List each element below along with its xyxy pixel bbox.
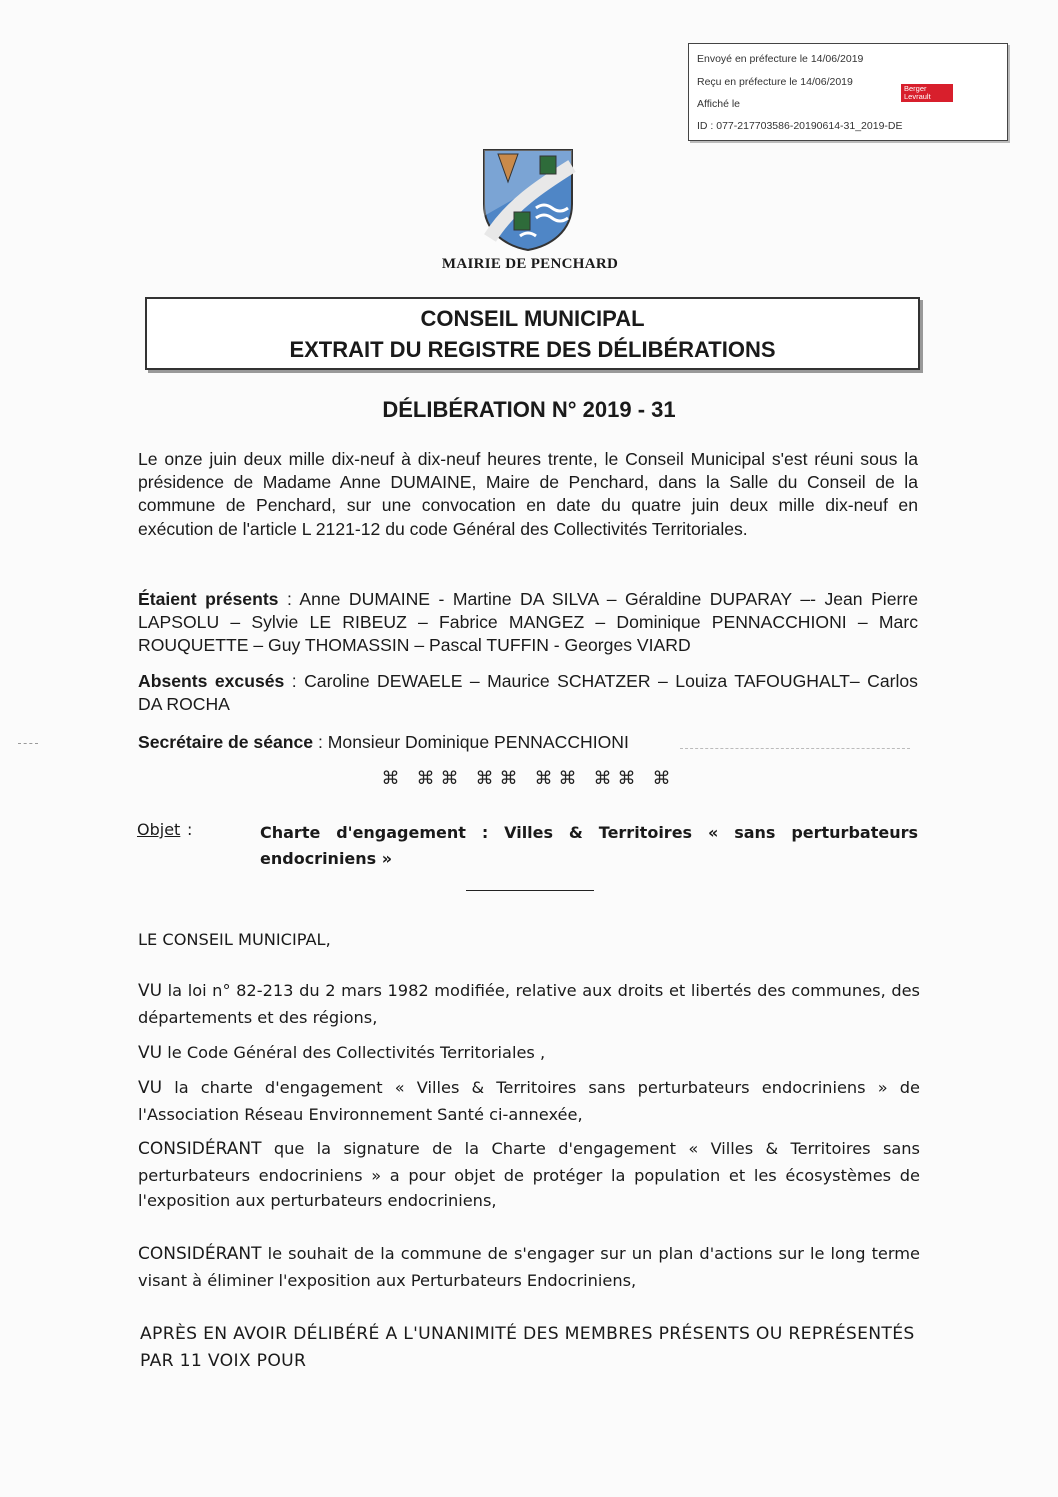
scan-mark [18, 743, 38, 744]
secretaire-paragraph [138, 731, 918, 754]
objet-label: Objet [137, 820, 181, 839]
absents-label: Absents excusés [138, 671, 285, 691]
coat-of-arms-icon [480, 146, 576, 252]
considerant-1-text: que la signature de la Charte d'engagement « Villes & Territoires sans perturbateurs endocriniens » a pour objet de protéger la population et les écosystèmes de l'exposition aux perturbateurs endocriniens, [138, 1139, 920, 1210]
vu-keyword: VU [138, 1043, 163, 1063]
stamp-posted: Affiché le [697, 98, 740, 110]
absents-list: : Caroline DEWAELE – Maurice SCHATZER – Louiza TAFOUGHALT– Carlos DA ROCHA [138, 671, 918, 715]
stamp-id: ID : 077-217703586-20190614-31_2019-DE [697, 120, 903, 132]
considerant-2 [138, 1241, 920, 1293]
divider-line [466, 890, 594, 891]
title-line-1: CONSEIL MUNICIPAL [420, 306, 645, 331]
vu-keyword: VU [138, 1078, 163, 1098]
secretaire-label: Secrétaire de séance [138, 732, 314, 752]
vu-1-text: la loi n° 82-213 du 2 mars 1982 modifiée, relative aux droits et libertés des communes, des départements et des régions, [138, 981, 920, 1027]
vu-2 [138, 1040, 920, 1067]
presents-label: Étaient présents [138, 589, 279, 609]
considerant-1 [138, 1136, 920, 1214]
ornament-separator: ⌘ ⌘⌘ ⌘⌘ ⌘⌘ ⌘⌘ ⌘ [381, 768, 677, 788]
mairie-name: MAIRIE DE PENCHARD [441, 256, 619, 272]
vu-2-text: le Code Général des Collectivités Territoriales , [162, 1043, 546, 1062]
considerant-keyword: CONSIDÉRANT [138, 1139, 262, 1159]
conseil-heading: LE CONSEIL MUNICIPAL, [138, 930, 331, 949]
berger-levrault-logo: Berger Levrault [901, 84, 953, 102]
considerant-keyword: CONSIDÉRANT [138, 1244, 262, 1264]
deliberation-number: DÉLIBÉRATION N° 2019 - 31 [382, 397, 676, 422]
absents-paragraph [138, 670, 918, 716]
vu-3 [138, 1075, 920, 1127]
final-decision: APRÈS EN AVOIR DÉLIBÉRÉ A L'UNANIMITÉ DES MEMBRES PRÉSENTS OU REPRÉSENTÉS PAR 11 VOIX POUR [140, 1324, 915, 1371]
prefecture-stamp [688, 43, 1008, 141]
vu-3-text: la charte d'engagement « Villes & Territoires sans perturbateurs endocriniens » de l'Association Réseau Environnement Santé ci-annexée, [138, 1078, 920, 1124]
considerant-2-text: le souhait de la commune de s'engager sur un plan d'actions sur le long terme visant à éliminer l'exposition aux Perturbateurs Endocriniens, [138, 1244, 920, 1290]
presents-list: : Anne DUMAINE - Martine DA SILVA – Géraldine DUPARAY –- Jean Pierre LAPSOLU – Sylvie LE RIBEUZ – Fabrice MANGEZ – Dominique PENNACCHIONI – Marc ROUQUETTE – Guy THOMASSIN – Pascal TUFFIN - Georges VIARD [138, 589, 918, 656]
objet-colon: : [187, 820, 193, 839]
presents-paragraph [138, 588, 918, 658]
title-line-2: EXTRAIT DU REGISTRE DES DÉLIBÉRATIONS [289, 337, 776, 362]
title-box [145, 297, 920, 370]
stamp-sent-date: Envoyé en préfecture le 14/06/2019 [697, 53, 864, 65]
objet-text: Charte d'engagement : Villes & Territoires « sans perturbateurs endocriniens » [260, 823, 918, 868]
stamp-received-date: Reçu en préfecture le 14/06/2019 [697, 76, 853, 88]
scan-mark [680, 748, 910, 749]
vu-1 [138, 978, 920, 1030]
vu-keyword: VU [138, 981, 163, 1001]
secretaire-name: : Monsieur Dominique PENNACCHIONI [313, 732, 629, 752]
intro-paragraph: Le onze juin deux mille dix-neuf à dix-neuf heures trente, le Conseil Municipal s'est réuni sous la présidence de Madame Anne DUMAINE, Maire de Penchard, dans la Salle du Conseil de la commune de Penchard, sur une convocation en date du quatre juin deux mille dix-neuf en exécution de l'article L 2121-12 du code Général des Collectivités Territoriales. [138, 449, 918, 539]
